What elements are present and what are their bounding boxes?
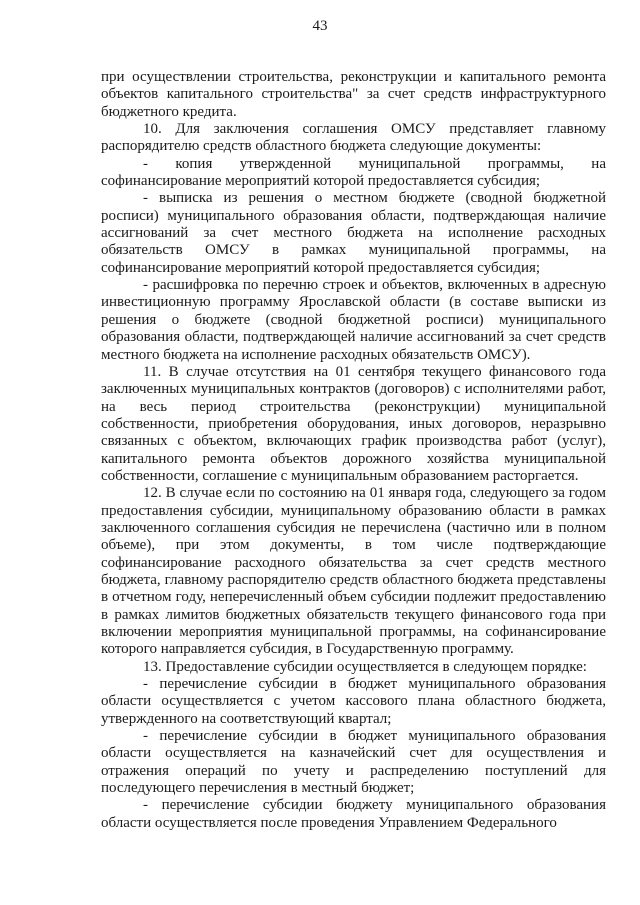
paragraph-intro-continuation: при осуществлении строительства, реконструкции и капитального ремонта объектов капитального строительства" за счет средств инфраструктурного бюджетного кредита.: [101, 69, 606, 120]
list-item-budget-extract: - выписка из решения о местном бюджете (сводной бюджетной росписи) муниципального образования области, подтверждающая наличие ассигнований за счет местного бюджета на исполнение расходных обязательств ОМСУ в рамках муниципальной программы, на софинансирование мероприятий которой предоставляется субсидия;: [101, 190, 606, 276]
paragraph-10: 10. Для заключения соглашения ОМСУ представляет главному распорядителю средств областного бюджета следующие документы:: [101, 121, 606, 155]
paragraph-13: 13. Предоставление субсидии осуществляется в следующем порядке:: [143, 658, 587, 675]
list-item-transfer-after-federal: - перечисление субсидии бюджету муниципального образования области осуществляется после проведения Управлением Федерального: [101, 797, 606, 831]
paragraph-12: 12. В случае если по состоянию на 01 января года, следующего за годом предоставления субсидии, муниципальному образованию области в рамках заключенного соглашения субсидия не перечислена (частично или в полном объеме), при этом документы, в том числе подтверждающие софинансирование расходного обязательства за счет средств местного бюджета, главному распорядителю средств областного бюджета представлены в отчетном году, неперечисленный объем субсидии подлежит предоставлению в рамках лимитов бюджетных обязательств текущего финансового года при включении мероприятия муниципальной программы, на софинансирование которого направляется субсидия, в Государственную программу.: [101, 485, 606, 658]
document-body: [101, 0, 606, 832]
paragraph-11: 11. В случае отсутствия на 01 сентября текущего финансового года заключенных муниципальных контрактов (договоров) с исполнителями работ, на весь период строительства (реконструкции) муниципальной собственности, приобретения оборудования, иных договоров, неразрывно связанных с объектом, включающих график производства работ (услуг), капитального ремонта объектов дорожного хозяйства муниципальной собственности, соглашение с муниципальным образованием расторгается.: [101, 363, 606, 484]
list-item-program-copy: - копия утвержденной муниципальной программы, на софинансирование мероприятий которой предоставляется субсидия;: [101, 155, 606, 190]
list-item-transfer-cash-plan: - перечисление субсидии в бюджет муниципального образования области осуществляется с учетом кассового плана областного бюджета, утвержденного на соответствующий квартал;: [101, 676, 606, 727]
page-number: 43: [312, 18, 328, 34]
list-item-transfer-treasury-account: - перечисление субсидии в бюджет муниципального образования области осуществляется на казначейский счет для осуществления и отражения операций по учету и распределению поступлений для последующего перечисления в местный бюджет;: [101, 728, 606, 797]
list-item-objects-breakdown: - расшифровка по перечню строек и объектов, включенных в адресную инвестиционную программу Ярославской области (в составе выписки из решения о бюджете (сводной бюджетной росписи) муниципального образования области, подтверждающей наличие ассигнований за счет средств местного бюджета на исполнение расходных обязательств ОМСУ).: [101, 277, 606, 363]
